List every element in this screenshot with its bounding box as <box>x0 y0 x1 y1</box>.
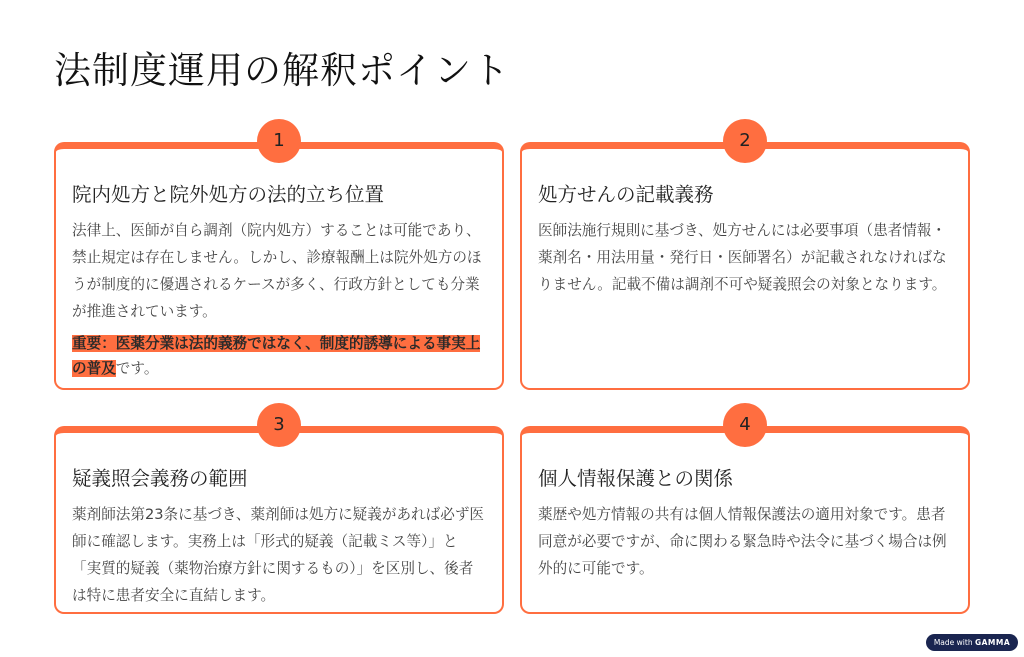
card-number-badge: 3 <box>257 403 301 447</box>
card-title: 院内処方と院外処方の法的立ち位置 <box>72 183 385 206</box>
card-body: 医師法施行規則に基づき、処方せんには必要事項（患者情報・薬剤名・用法用量・発行日・医師署名）が記載されなければなりません。記載不備は調剤不可や疑義照会の対象となります。 <box>538 222 947 293</box>
card-number-badge: 1 <box>257 119 301 163</box>
card-2 <box>520 130 970 390</box>
card-3 <box>54 414 504 614</box>
card-body: 薬歴や処方情報の共有は個人情報保護法の適用対象です。患者同意が必要ですが、命に関わる緊急時や法令に基づく場合は例外的に可能です。 <box>538 506 947 577</box>
card-body: 薬剤師法第23条に基づき、薬剤師は処方に疑義があれば必ず医師に確認します。実務上は「形式的疑義（記載ミス等）」と「実質的疑義（薬物治療方針に関するもの）」を区別し、後者は特に患者安全に直結します。 <box>72 506 485 604</box>
made-with-gamma-badge[interactable] <box>926 634 1018 651</box>
card-4 <box>520 414 970 614</box>
made-with-label: Made with <box>933 638 973 647</box>
card-title: 疑義照会義務の範囲 <box>72 467 248 490</box>
gamma-brand: GAMMA <box>974 638 1011 647</box>
card-body: 法律上、医師が自ら調剤（院内処方）することは可能であり、禁止規定は存在しません。しかし、診療報酬上は院外処方のほうが制度的に優遇されるケースが多く、行政方針としても分業が推進されています。 <box>72 222 482 320</box>
card-title: 個人情報保護との関係 <box>538 467 734 490</box>
card-title: 処方せんの記載義務 <box>538 183 714 206</box>
card-1 <box>54 130 504 390</box>
card-number-badge: 2 <box>723 119 767 163</box>
card-number-badge: 4 <box>723 403 767 447</box>
important-suffix: です。 <box>115 360 159 377</box>
page-title: 法制度運用の解釈ポイント <box>54 49 510 92</box>
important-highlight: 重要：医薬分業は法的義務ではなく、制度的誘導による事実上の普及 <box>72 335 481 377</box>
important-note <box>72 331 486 381</box>
